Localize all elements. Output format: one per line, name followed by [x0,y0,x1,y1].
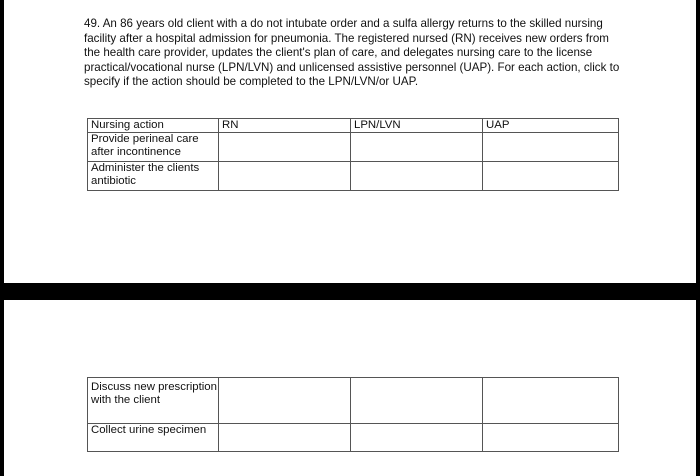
table-row [88,424,619,452]
lpn-lvn-choice-cell[interactable] [351,378,483,424]
uap-choice-cell[interactable] [483,378,619,424]
lpn-lvn-choice-cell[interactable] [351,133,483,162]
action-cell: Provide perineal care after incontinence [88,133,219,162]
action-cell: Collect urine specimen [88,424,219,452]
table-row [88,162,619,191]
page-bottom [4,300,696,476]
header-nursing-action: Nursing action [88,119,219,133]
table-row [88,133,619,162]
question-text: 49. An 86 years old client with a do not intubate order and a sulfa allergy returns to the skilled nursing facility after a hospital admission for pneumonia. The registered nursed (RN) receives new orders from the health care provider, updates the client's plan of care, and delegates nursing care to the license practical/vocational nurse (LPN/LVN) and unlicensed assistive personnel (UAP). For each action, click to specify if the action should be completed to the LPN/LVN/or UAP. [84,17,620,89]
lpn-lvn-choice-cell[interactable] [351,424,483,452]
header-uap: UAP [483,119,619,133]
lpn-lvn-choice-cell[interactable] [351,162,483,191]
delegation-table [87,118,619,191]
delegation-table-continued [87,377,619,452]
rn-choice-cell[interactable] [219,133,351,162]
rn-choice-cell[interactable] [219,424,351,452]
table-row [88,378,619,424]
header-rn: RN [219,119,351,133]
uap-choice-cell[interactable] [483,424,619,452]
table-header-row [88,119,619,133]
uap-choice-cell[interactable] [483,162,619,191]
rn-choice-cell[interactable] [219,378,351,424]
page-top [4,0,696,283]
action-cell: Administer the clients antibiotic [88,162,219,191]
action-cell: Discuss new prescription with the client [88,378,219,424]
rn-choice-cell[interactable] [219,162,351,191]
header-lpn-lvn: LPN/LVN [351,119,483,133]
uap-choice-cell[interactable] [483,133,619,162]
